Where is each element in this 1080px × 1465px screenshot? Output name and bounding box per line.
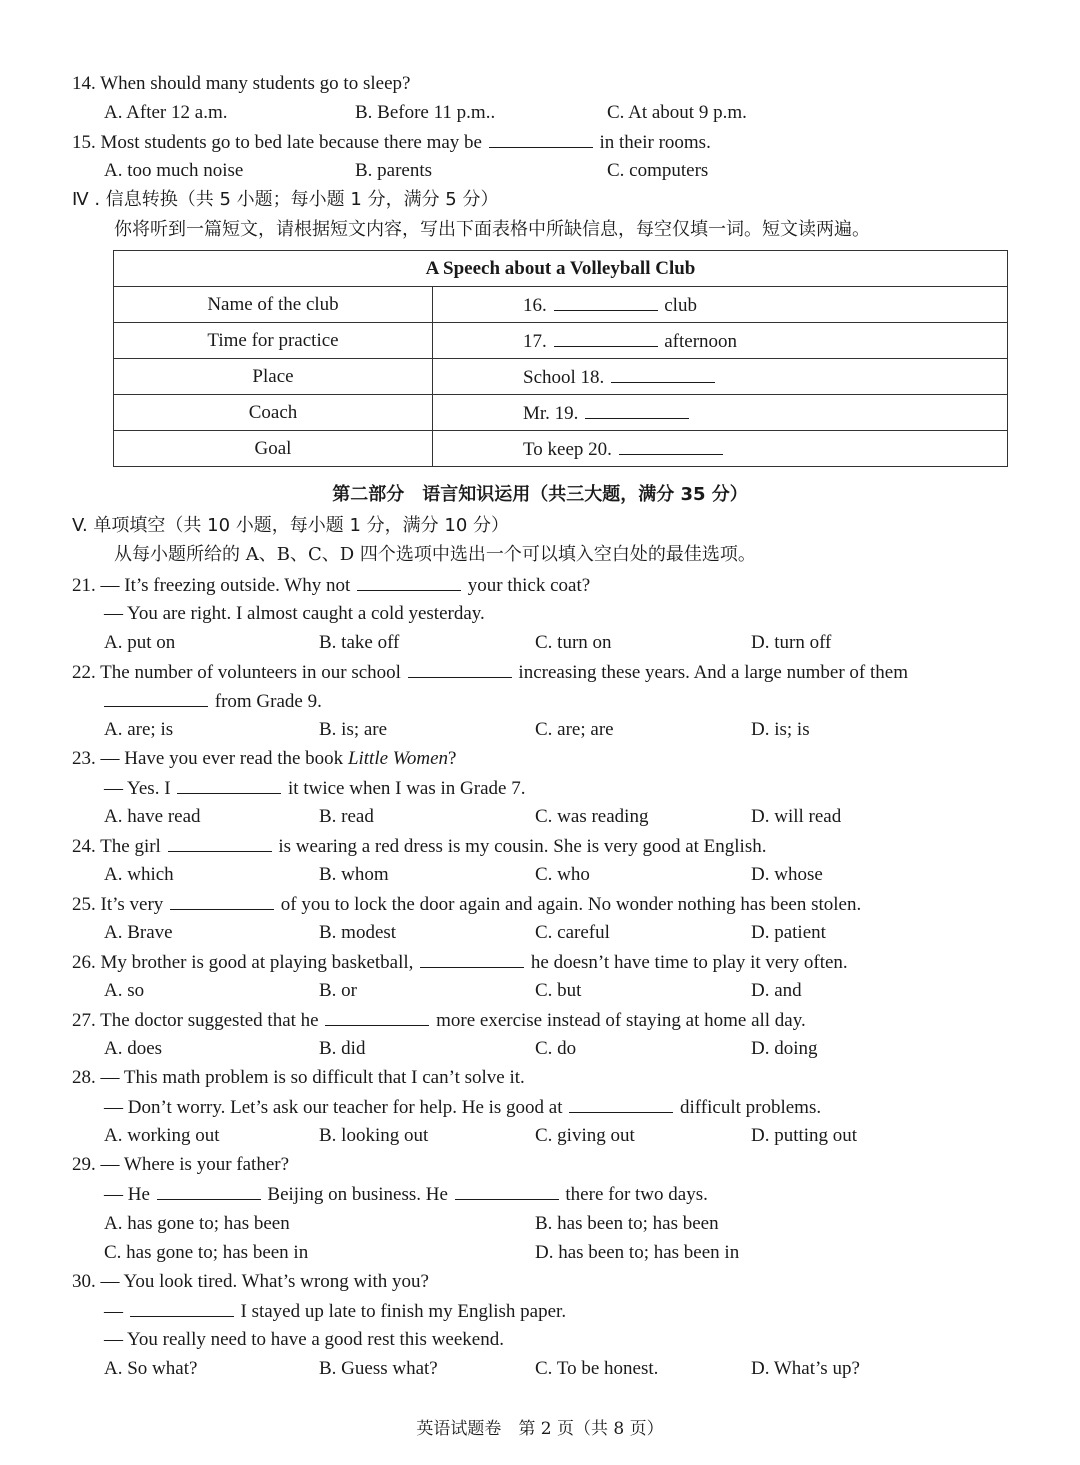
q26-option-d: D. and xyxy=(751,980,802,1001)
blank-16 xyxy=(554,292,658,311)
q25-stem: 25. It’s very of you to lock the door again and again. No wonder nothing has been stolen. xyxy=(72,891,861,918)
section-5-heading: V. 单项填空（共 10 小题，每小题 1 分，满分 10 分） xyxy=(72,515,510,536)
q21-blank xyxy=(357,572,461,591)
q29-option-a: A. has gone to; has been xyxy=(104,1213,290,1234)
blank-18 xyxy=(611,364,715,383)
q24-blank xyxy=(168,833,272,852)
q24-stem: 24. The girl is wearing a red dress is my cousin. She is very good at English. xyxy=(72,833,766,860)
page-footer: 英语试题卷 第 2 页（共 8 页） xyxy=(416,1419,664,1439)
table-value: 17. afternoon xyxy=(433,323,1008,359)
table-row xyxy=(114,323,1008,359)
q23-option-c: C. was reading xyxy=(535,806,649,827)
q28-line1: 28. — This math problem is so difficult that I can’t solve it. xyxy=(72,1067,525,1088)
q29-option-b: B. has been to; has been xyxy=(535,1213,719,1234)
q22-option-a: A. are; is xyxy=(104,719,174,740)
book-title: Little Women xyxy=(347,748,449,769)
q26-option-c: C. but xyxy=(535,980,582,1001)
q30-option-c: C. To be honest. xyxy=(535,1358,659,1379)
q25-option-b: B. modest xyxy=(319,922,397,943)
q30-blank xyxy=(130,1298,234,1317)
table-row xyxy=(114,287,1008,323)
q28-option-d: D. putting out xyxy=(751,1125,858,1146)
q28-option-a: A. working out xyxy=(104,1125,220,1146)
q14-option-c: C. At about 9 p.m. xyxy=(607,102,747,123)
q30-line1: 30. — You look tired. What’s wrong with you? xyxy=(72,1271,429,1292)
section-4-heading: Ⅳ . 信息转换（共 5 小题；每小题 1 分，满分 5 分） xyxy=(72,189,499,210)
q15-stem-pre: 15. Most students go to bed late because there may be xyxy=(72,132,482,153)
q23-option-b: B. read xyxy=(319,806,374,827)
q21-option-b: B. take off xyxy=(319,632,400,653)
q29-option-d: D. has been to; has been in xyxy=(535,1242,740,1263)
table-label: Time for practice xyxy=(114,323,433,359)
q21-option-c: C. turn on xyxy=(535,632,612,653)
q29-line2: — He Beijing on business. He there for two days. xyxy=(104,1181,708,1208)
q22-option-b: B. is; are xyxy=(319,719,388,740)
q30-line3: — You really need to have a good rest this weekend. xyxy=(104,1329,504,1350)
q26-option-b: B. or xyxy=(319,980,357,1001)
q22-option-c: C. are; are xyxy=(535,719,614,740)
q27-option-a: A. does xyxy=(104,1038,163,1059)
q28-blank xyxy=(569,1094,673,1113)
q30-option-a: A. So what? xyxy=(104,1358,198,1379)
blank-20 xyxy=(619,436,723,455)
q14-option-b: B. Before 11 p.m.. xyxy=(355,102,496,123)
table-value: School 18. xyxy=(433,359,1008,395)
q30-option-b: B. Guess what? xyxy=(319,1358,438,1379)
table-row xyxy=(114,359,1008,395)
q23-blank xyxy=(177,775,281,794)
q23-option-d: D. will read xyxy=(751,806,842,827)
table-value: 16. club xyxy=(433,287,1008,323)
q21-option-a: A. put on xyxy=(104,632,176,653)
q15-stem xyxy=(72,129,711,156)
table-label: Place xyxy=(114,359,433,395)
table-row xyxy=(114,395,1008,431)
q15-option-c: C. computers xyxy=(607,160,709,181)
q21-line1: 21. — It’s freezing outside. Why not your thick coat? xyxy=(72,572,590,599)
q15-option-b: B. parents xyxy=(355,160,433,181)
q27-option-d: D. doing xyxy=(751,1038,818,1059)
q26-blank xyxy=(420,949,524,968)
q29-blank-1 xyxy=(157,1181,261,1200)
table-label: Goal xyxy=(114,431,433,467)
table-title: A Speech about a Volleyball Club xyxy=(114,251,1008,287)
table-label: Coach xyxy=(114,395,433,431)
q22-line1: 22. The number of volunteers in our school increasing these years. And a large number of them xyxy=(72,659,908,686)
q30-option-d: D. What’s up? xyxy=(751,1358,860,1379)
q28-line2: — Don’t worry. Let’s ask our teacher for help. He is good at difficult problems. xyxy=(104,1094,821,1121)
q22-line2: from Grade 9. xyxy=(104,688,322,715)
q25-blank xyxy=(170,891,274,910)
q15-stem-post: in their rooms. xyxy=(599,132,711,153)
q23-line2: — Yes. I it twice when I was in Grade 7. xyxy=(104,775,525,802)
q27-stem: 27. The doctor suggested that he more exercise instead of staying at home all day. xyxy=(72,1007,806,1034)
q29-option-c: C. has gone to; has been in xyxy=(104,1242,309,1263)
table-row xyxy=(114,431,1008,467)
table-value: Mr. 19. xyxy=(433,395,1008,431)
q25-option-a: A. Brave xyxy=(104,922,173,943)
table-value: To keep 20. xyxy=(433,431,1008,467)
q24-option-d: D. whose xyxy=(751,864,823,885)
q28-option-b: B. looking out xyxy=(319,1125,429,1146)
q14-option-a: A. After 12 a.m. xyxy=(104,102,228,123)
part-2-heading: 第二部分 语言知识运用（共三大题，满分 35 分） xyxy=(332,484,748,505)
table-label: Name of the club xyxy=(114,287,433,323)
q15-blank xyxy=(489,129,593,148)
q23-line1: 23. — Have you ever read the book Little Women? xyxy=(72,748,457,769)
q29-line1: 29. — Where is your father? xyxy=(72,1154,290,1175)
blank-17 xyxy=(554,328,658,347)
q24-option-a: A. which xyxy=(104,864,174,885)
q30-line2: — I stayed up late to finish my English paper. xyxy=(104,1298,566,1325)
q27-option-b: B. did xyxy=(319,1038,366,1059)
q26-option-a: A. so xyxy=(104,980,145,1001)
q29-blank-2 xyxy=(455,1181,559,1200)
q24-option-b: B. whom xyxy=(319,864,389,885)
info-table xyxy=(113,250,1008,467)
q15-option-a: A. too much noise xyxy=(104,160,244,181)
q26-stem: 26. My brother is good at playing basketball, he doesn’t have time to play it very often. xyxy=(72,949,848,976)
q27-option-c: C. do xyxy=(535,1038,577,1059)
q22-option-d: D. is; is xyxy=(751,719,810,740)
q24-option-c: C. who xyxy=(535,864,590,885)
q21-line2: — You are right. I almost caught a cold yesterday. xyxy=(104,603,485,624)
blank-19 xyxy=(585,400,689,419)
section-4-instruction: 你将听到一篇短文，请根据短文内容，写出下面表格中所缺信息，每空仅填一词。短文读两遍。 xyxy=(114,219,870,240)
q27-blank xyxy=(325,1007,429,1026)
q23-option-a: A. have read xyxy=(104,806,201,827)
q21-option-d: D. turn off xyxy=(751,632,832,653)
table-title-row xyxy=(114,251,1008,287)
q22-blank-2 xyxy=(104,688,208,707)
q22-blank-1 xyxy=(408,659,512,678)
q25-option-c: C. careful xyxy=(535,922,610,943)
section-5-instruction: 从每小题所给的 A、B、C、D 四个选项中选出一个可以填入空白处的最佳选项。 xyxy=(114,544,756,565)
q25-option-d: D. patient xyxy=(751,922,826,943)
q14-stem: 14. When should many students go to sleep? xyxy=(72,73,411,94)
q28-option-c: C. giving out xyxy=(535,1125,635,1146)
